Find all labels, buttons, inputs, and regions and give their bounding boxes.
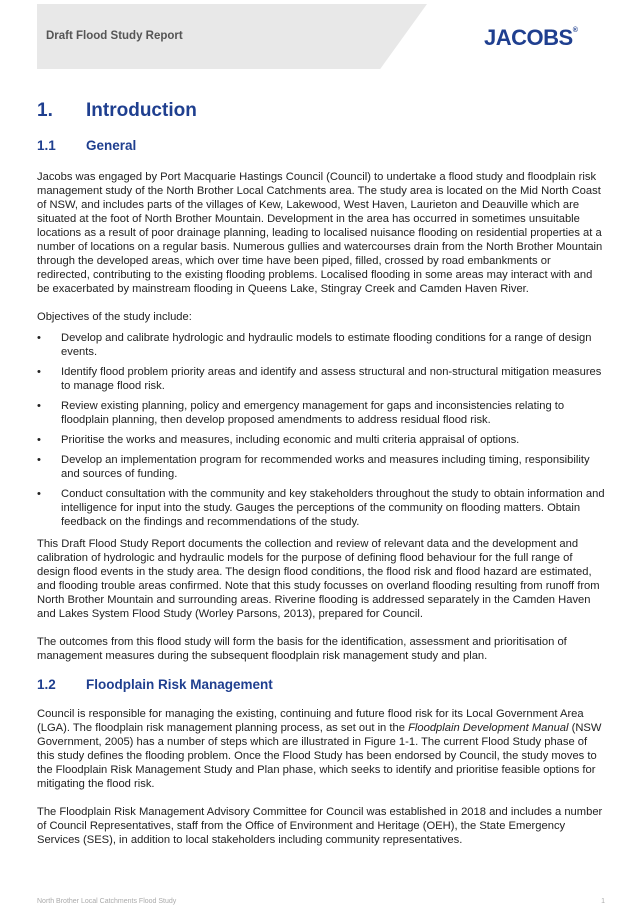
subsection-title: General	[86, 138, 137, 153]
paragraph-report-scope: This Draft Flood Study Report documents the collection and review of relevant data and the development and calibration of hydrologic and hydraulic models for the purpose of defining flood behaviour for the full range of design flood events in the study area. The design flood conditions, the flood risk and flood hazard are estimated, and flooding trouble areas confirmed. Note that this study focusses on overland flooding resulting from runoff from North Brother Mountain and surrounding areas. Riverine flooding is addressed separately in the Camden Haven and Lakes System Flood Study (Worley Parsons, 2013), prepared for Council.	[37, 538, 600, 620]
objectives-list	[37, 331, 605, 529]
paragraph-objectives-lead: Objectives of the study include:	[37, 311, 192, 323]
footer	[37, 898, 605, 905]
footer-document-name: North Brother Local Catchments Flood Study	[37, 898, 177, 905]
list-item: • Identify flood problem priority areas and identify and assess structural and non-structural mitigation measures to manage flood risk.	[37, 365, 605, 393]
list-item: • Review existing planning, policy and emergency management for gaps and inconsistencies relating to floodplain planning, then develop proposed amendments to address residual flood risk.	[37, 399, 605, 427]
subsection-heading-general	[37, 138, 605, 153]
list-item: • Conduct consultation with the community and key stakeholders throughout the study to obtain information and intelligence for input into the study. Gauges the perceptions of the community on flooding matters. Obtain feedback on the findings and recommendations of the study.	[37, 487, 605, 529]
registered-mark: ®	[572, 27, 578, 34]
jacobs-logo	[484, 25, 577, 51]
list-item: • Develop and calibrate hydrologic and hydraulic models to estimate flooding conditions for a range of design events.	[37, 331, 605, 359]
section-number: 1.	[37, 100, 53, 121]
text-run: Council is responsible for managing the existing, continuing and future flood risk for its Local Government Area (LGA). The floodplain risk management planning process, as set out in the	[37, 708, 584, 734]
manual-title: Floodplain Development Manual	[408, 722, 569, 734]
paragraph-outcomes: The outcomes from this flood study will form the basis for the identification, assessment and prioritisation of management measures during the subsequent floodplain risk management study and plan.	[37, 636, 567, 662]
list-item: • Prioritise the works and measures, including economic and multi criteria appraisal of options.	[37, 433, 605, 447]
paragraph-committee: The Floodplain Risk Management Advisory Committee for Council was established in 2018 and includes a number of Council Representatives, staff from the Office of Environment and Heritage (OEH), the State Emergency Services (SES), in addition to local stakeholders including community representatives.	[37, 806, 603, 846]
paragraph-intro: Jacobs was engaged by Port Macquarie Hastings Council (Council) to undertake a flood study and floodplain risk management study of the North Brother Local Catchments area. The study area is located on the Mid North Coast of NSW, and includes parts of the villages of Kew, Lakewood, West Haven, Laurieton and Deauville which are situated at the foot of North Brother Mountain. Development in the area has occurred in sometimes unsuitable locations as a result of poor drainage planning, leading to localised nuisance flooding on residential properties at a number of locations on a regular basis. Numerous gullies and watercourses drain from the North Brother Mountain through the developed areas, which over time have been piped, filled, crossed by road embankments or redirected, contributing to the existing flooding problems. Localised flooding in some areas may interact with and be exacerbated by mainstream flooding in Queens Lake, Stingray Creek and Camden Haven River.	[37, 171, 603, 295]
footer-page-number: 1	[601, 898, 605, 905]
page-content	[37, 100, 605, 847]
section-title: Introduction	[86, 100, 197, 121]
logo-text: JACOBS	[484, 25, 573, 50]
subsection-number: 1.1	[37, 138, 56, 153]
report-title: Draft Flood Study Report	[46, 30, 183, 42]
subsection-heading-floodplain	[37, 677, 605, 692]
subsection-number: 1.2	[37, 677, 56, 692]
paragraph-council-responsibility	[37, 707, 605, 791]
list-item: • Develop an implementation program for recommended works and measures including timing, responsibility and sources of funding.	[37, 453, 605, 481]
section-heading	[37, 100, 605, 122]
text-run: (NSW Government, 2005) has a number of steps which are illustrated in Figure 1-1. The current Flood Study phase of this study defines the flooding problem. Once the Flood Study has been endorsed by Council, the study moves to the Floodplain Risk Management Study and Plan phase, which seeks to identify and prioritise feasible options for mitigating the flood risk.	[37, 722, 602, 790]
subsection-title: Floodplain Risk Management	[86, 677, 273, 692]
